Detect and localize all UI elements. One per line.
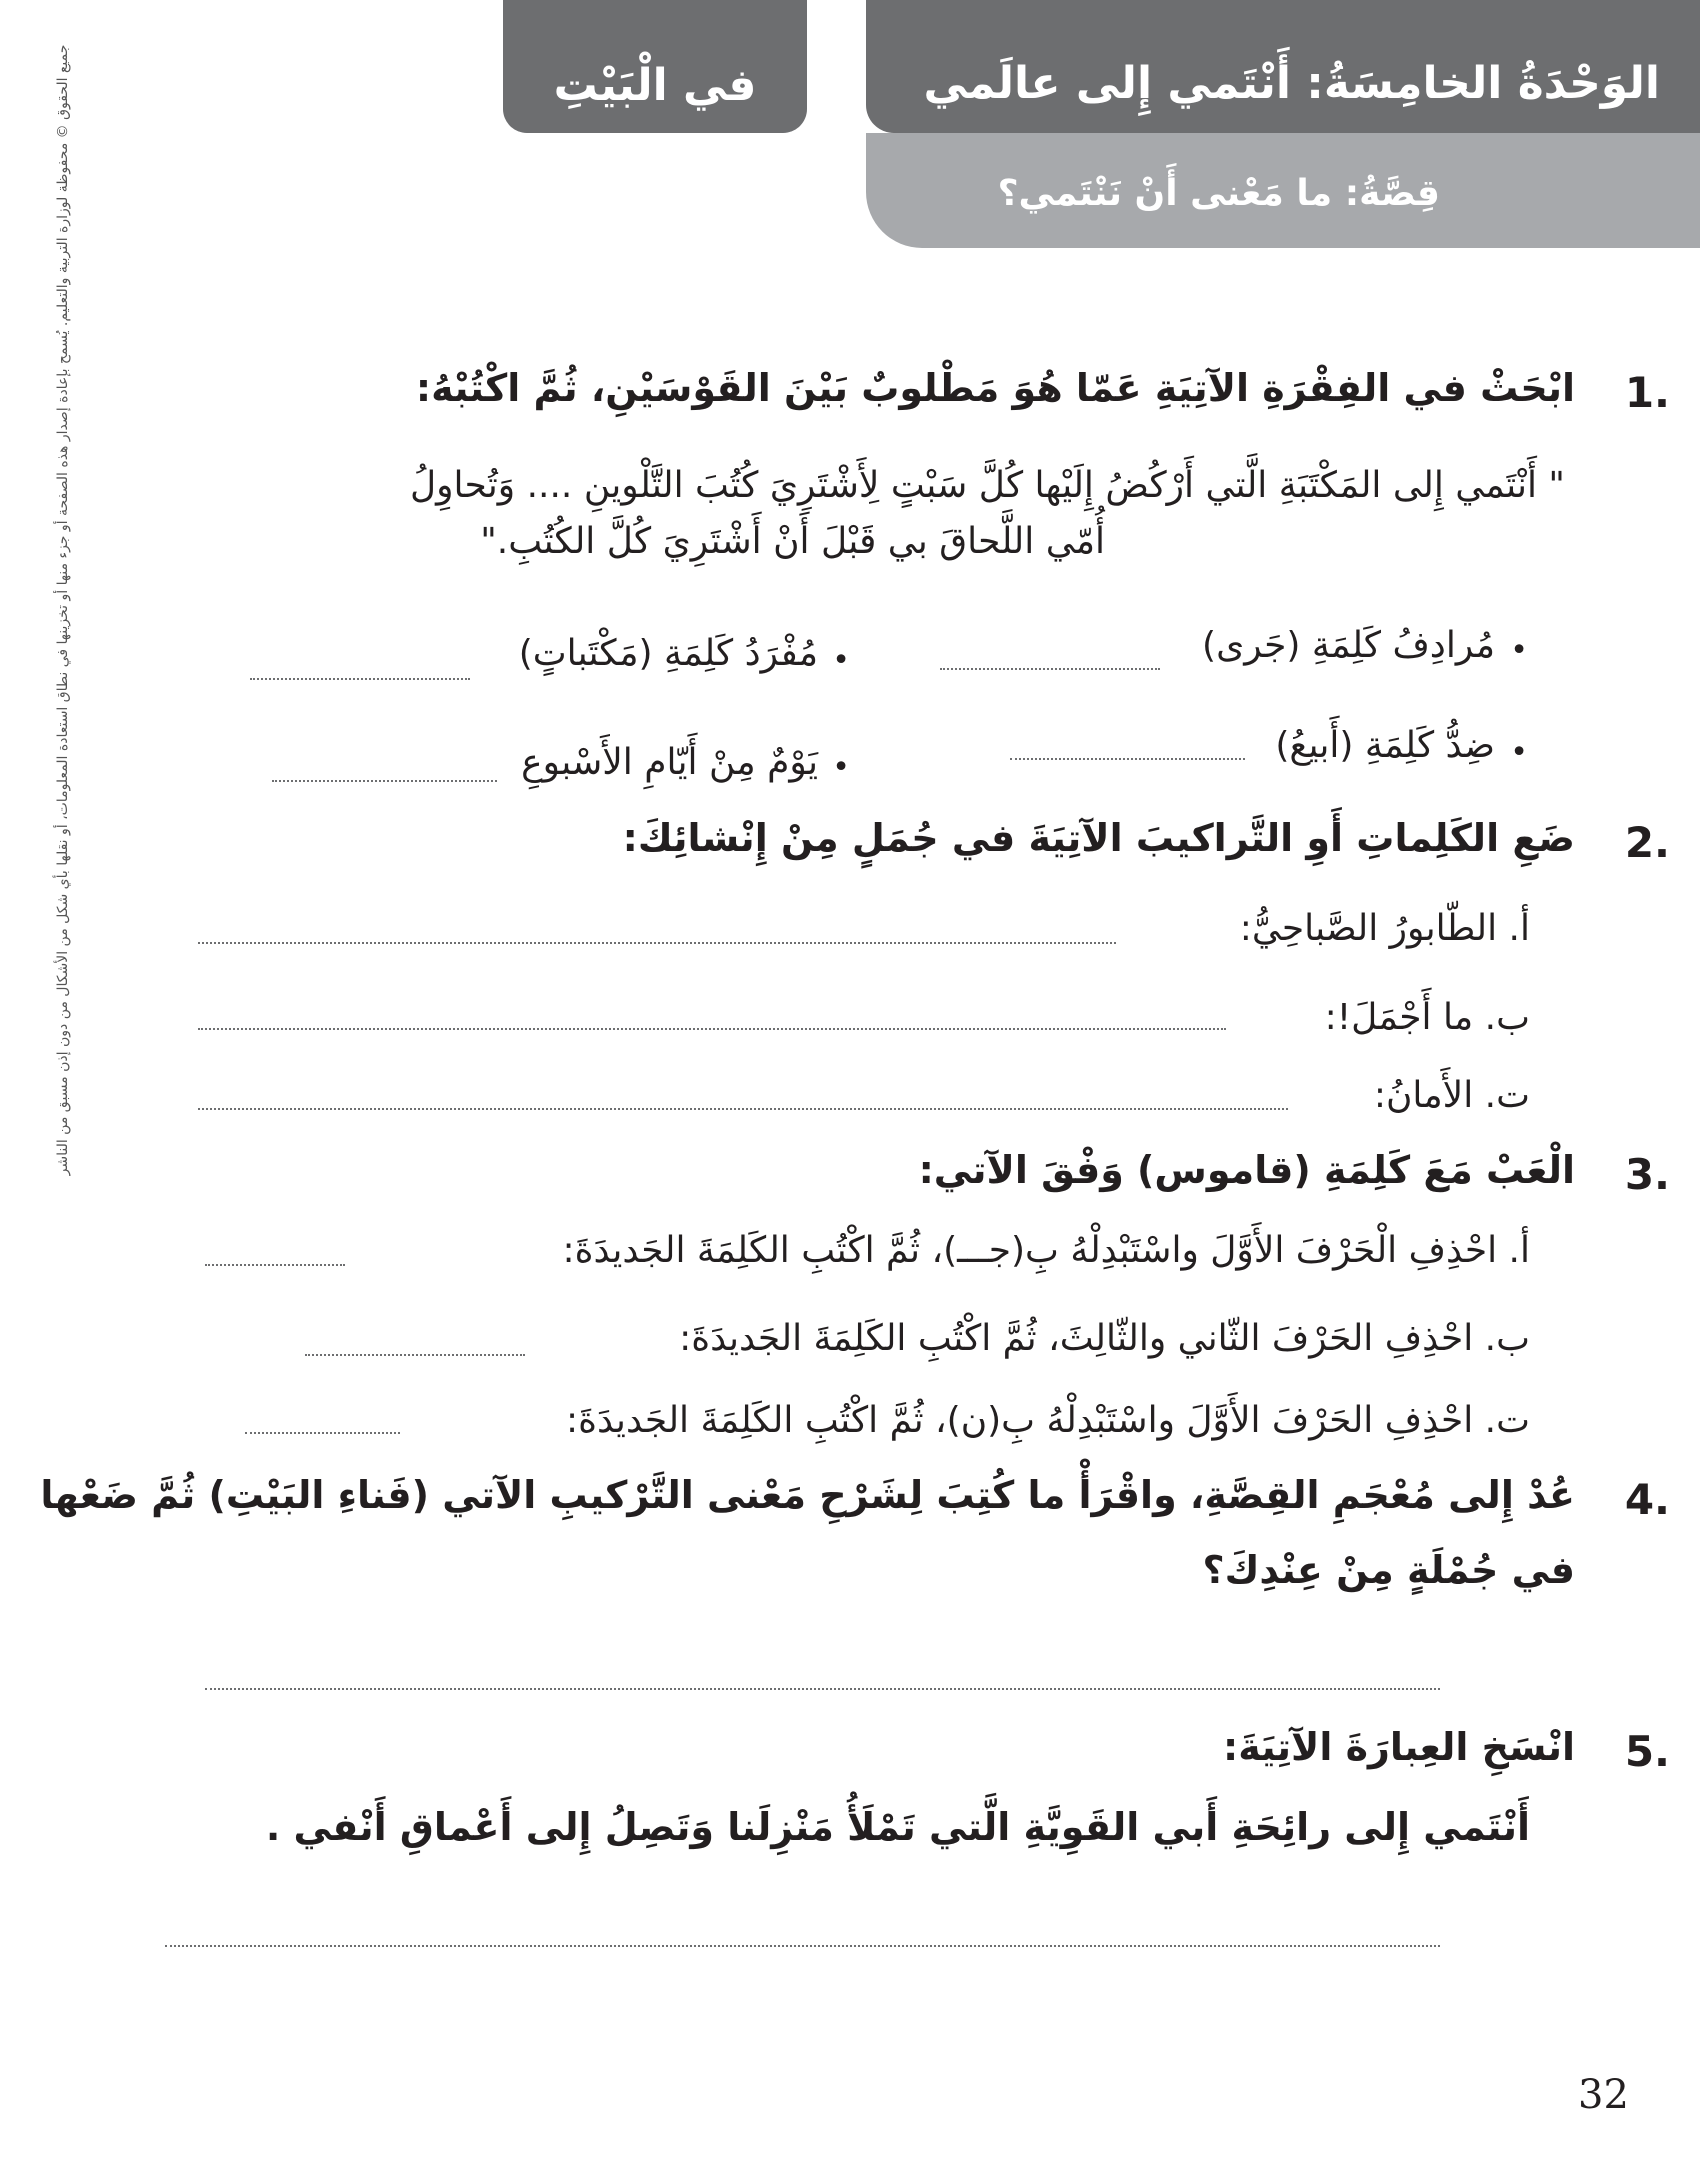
q1-weekday-answer-line[interactable] (272, 780, 497, 782)
q2-title: ضَعِ الكَلِماتِ أَوِ التَّراكيبَ الآتِيَةَ في جُمَلٍ مِنْ إِنْشائِكَ: (622, 816, 1575, 860)
page-number: 32 (1578, 2072, 1629, 2118)
q3-item-b: ب. احْذِفِ الحَرْفَ الثّاني والثّالِثَ، ثُمَّ اكْتُبِ الكَلِمَةَ الجَديدَةَ: (679, 1318, 1530, 1359)
q1-number: 1. (1624, 368, 1670, 417)
q1-antonym-answer-line[interactable] (1010, 758, 1245, 760)
story-header-tab (866, 133, 1700, 248)
q3-number: 3. (1624, 1150, 1670, 1199)
q5-sentence: أَنْتَمي إِلى رائِحَةِ أَبي القَوِيَّةِ الَّتي تَمْلَأُ مَنْزِلَنا وَتَصِلُ إِلى أَعْماقِ أَنْفي . (265, 1805, 1530, 1849)
q3-item-t: ت. احْذِفِ الحَرْفَ الأَوَّلَ واسْتَبْدِلْهُ بِ(ن)، ثُمَّ اكْتُبِ الكَلِمَةَ الجَديدَةَ: (566, 1400, 1530, 1441)
q1-title: ابْحَثْ في الفِقْرَةِ الآتِيَةِ عَمّا هُوَ مَطْلوبٌ بَيْنَ القَوْسَيْنِ، ثُمَّ اكْتُبْهُ: (415, 366, 1575, 410)
q3-b-answer-line[interactable] (305, 1354, 525, 1356)
home-tab-label: في الْبَيْتِ (553, 60, 757, 111)
q5-answer-line[interactable] (165, 1945, 1440, 1947)
q1-item-synonym: مُرادِفُ كَلِمَةِ (جَرى) (1202, 625, 1495, 666)
q2-t-answer-line[interactable] (198, 1108, 1288, 1110)
unit-header-tab (866, 0, 1700, 133)
bullet: • (832, 750, 850, 785)
q4-title-line1: عُدْ إِلى مُعْجَمِ القِصَّةِ، واقْرَأْ ما كُتِبَ لِشَرْحِ مَعْنى التَّرْكيبِ الآتي (فَناءِ البَيْتِ) ثُمَّ ضَعْها (40, 1473, 1575, 1517)
q1-passage-line2: أُمّي اللَّحاقَ بي قَبْلَ أَنْ أَشْتَرِيَ كُلَّ الكُتُبِ." (480, 521, 1105, 562)
q5-number: 5. (1624, 1727, 1670, 1776)
q1-item-singular: مُفْرَدُ كَلِمَةِ (مَكْتَباتٍ) (518, 633, 818, 674)
q1-passage (235, 458, 1565, 570)
copyright-side-text: جميع الحقوق © محفوظة لوزارة التربية والتعليم. يُسمح بإعادة إصدار هذه الصفحة أو جزء منها أو تخزينها في نطاق استعادة المعلومات، أو نقلها بأي شكل من الأشكال من دون إذن مسبق من الناشر (55, 44, 71, 1176)
bullet: • (1510, 633, 1528, 668)
bullet: • (1510, 735, 1528, 770)
q5-title: انْسَخِ العِبارَةَ الآتِيَةَ: (1223, 1725, 1575, 1769)
q2-item-t: ت. الأَمانُ: (1373, 1075, 1530, 1116)
q4-title-line2: في جُمْلَةٍ مِنْ عِنْدِكَ؟ (1202, 1548, 1575, 1592)
q2-item-a: أ. الطّابورُ الصَّباحِيُّ: (1239, 908, 1530, 949)
q3-title: الْعَبْ مَعَ كَلِمَةِ (قاموس) وَفْقَ الآتي: (918, 1148, 1575, 1192)
q2-item-b: ب. ما أَجْمَلَ!: (1324, 997, 1530, 1038)
q1-item-antonym: ضِدُّ كَلِمَةِ (أَبيعُ) (1275, 725, 1495, 766)
q2-a-answer-line[interactable] (198, 942, 1116, 944)
q1-item-weekday: يَوْمٌ مِنْ أَيّامِ الأَسْبوعِ (521, 742, 818, 783)
q1-singular-answer-line[interactable] (250, 678, 470, 680)
bullet: • (832, 643, 850, 678)
q2-b-answer-line[interactable] (198, 1028, 1226, 1030)
q4-answer-line[interactable] (205, 1688, 1440, 1690)
q3-t-answer-line[interactable] (245, 1432, 400, 1434)
home-tab (503, 0, 807, 133)
q3-item-a: أ. احْذِفِ الْحَرْفَ الأَوَّلَ واسْتَبْدِلْهُ بِ(جـــ)، ثُمَّ اكْتُبِ الكَلِمَةَ الجَديدَةَ: (562, 1230, 1530, 1271)
q4-number: 4. (1624, 1475, 1670, 1524)
q1-synonym-answer-line[interactable] (940, 668, 1160, 670)
q1-passage-line1: " أَنْتَمي إِلى المَكْتَبَةِ الَّتي أَرْكُضُ إِلَيْها كُلَّ سَبْتٍ لِأَشْتَرِيَ كُتُبَ التَّلْوينِ .... وَتُحاوِلُ (410, 465, 1565, 506)
q3-a-answer-line[interactable] (205, 1264, 345, 1266)
story-title: قِصَّةُ: ما مَعْنى أَنْ نَنْتَمي؟ (997, 173, 1440, 214)
q2-number: 2. (1624, 818, 1670, 867)
unit-title: الوَحْدَةُ الخامِسَةُ: أَنْتَمي إِلى عالَمي (923, 58, 1660, 109)
